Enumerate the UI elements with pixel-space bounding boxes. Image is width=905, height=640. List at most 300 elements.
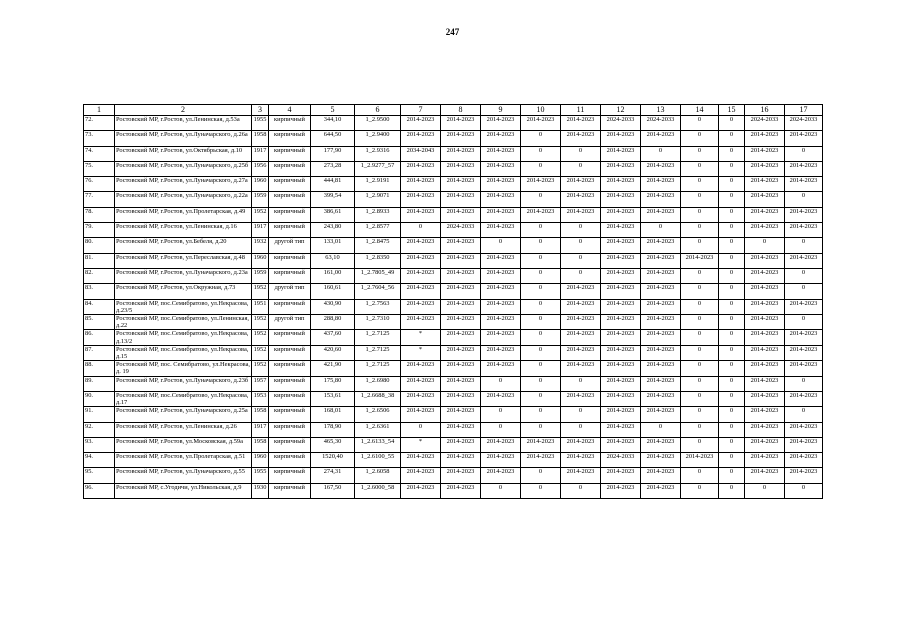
header-cell-16: 16 <box>745 105 785 116</box>
cell-c16: 2014-2023 <box>745 146 785 161</box>
cell-wall-material: кирпичный <box>269 483 311 498</box>
cell-wall-material: кирпичный <box>269 422 311 437</box>
cell-c13: 2014-2023 <box>641 253 681 268</box>
cell-c17: 2014-2023 <box>785 391 823 406</box>
cell-code: 1_2.7310 <box>355 314 401 329</box>
cell-code: 1_2.8475 <box>355 238 401 253</box>
cell-build-year: 1958 <box>252 131 269 146</box>
cell-row-number: 85. <box>84 314 115 329</box>
header-cell-3: 3 <box>252 105 269 116</box>
cell-c7: 2014-2023 <box>401 131 441 146</box>
cell-c10: 0 <box>521 391 561 406</box>
header-cell-10: 10 <box>521 105 561 116</box>
cell-c13: 0 <box>641 146 681 161</box>
cell-row-number: 88. <box>84 361 115 376</box>
cell-c10: 0 <box>521 376 561 391</box>
cell-code: 1_2.8350 <box>355 253 401 268</box>
cell-c17: 2014-2023 <box>785 468 823 483</box>
cell-c17: 0 <box>785 238 823 253</box>
cell-c8: 2014-2023 <box>441 268 481 283</box>
table-row <box>84 422 823 437</box>
cell-area: 243,80 <box>311 223 355 238</box>
cell-c12: 2014-2023 <box>601 407 641 422</box>
cell-c11: 2014-2023 <box>561 299 601 314</box>
cell-row-number: 92. <box>84 422 115 437</box>
cell-c13: 2014-2023 <box>641 192 681 207</box>
cell-c14: 0 <box>681 192 719 207</box>
table-row <box>84 330 823 345</box>
cell-c9: 2014-2023 <box>481 391 521 406</box>
cell-address: Ростовский МР, г.Ростов, ул.Бебеля, д.20 <box>115 238 252 253</box>
cell-c10: 0 <box>521 483 561 498</box>
cell-row-number: 80. <box>84 238 115 253</box>
cell-c13: 2014-2023 <box>641 330 681 345</box>
cell-area: 175,80 <box>311 376 355 391</box>
cell-build-year: 1960 <box>252 253 269 268</box>
cell-c17: 2014-2023 <box>785 161 823 176</box>
cell-c11: 0 <box>561 253 601 268</box>
cell-c7: 2034-2043 <box>401 146 441 161</box>
cell-c16: 2014-2023 <box>745 207 785 222</box>
cell-wall-material: другой тип <box>269 284 311 299</box>
cell-c12: 2014-2023 <box>601 483 641 498</box>
cell-c7: 2014-2023 <box>401 391 441 406</box>
cell-c14: 0 <box>681 376 719 391</box>
cell-c12: 2024-2033 <box>601 453 641 468</box>
cell-build-year: 1932 <box>252 238 269 253</box>
cell-c7: 0 <box>401 422 441 437</box>
cell-address: Ростовский МР, г.Ростов, ул.Московская, д.59а <box>115 437 252 452</box>
cell-build-year: 1955 <box>252 468 269 483</box>
cell-c17: 2014-2023 <box>785 422 823 437</box>
cell-c16: 2014-2023 <box>745 192 785 207</box>
cell-row-number: 94. <box>84 453 115 468</box>
cell-c9: 2014-2023 <box>481 268 521 283</box>
cell-c13: 0 <box>641 223 681 238</box>
cell-build-year: 1952 <box>252 361 269 376</box>
cell-c15: 0 <box>719 361 745 376</box>
cell-c7: 2014-2023 <box>401 268 441 283</box>
cell-c15: 0 <box>719 422 745 437</box>
cell-address: Ростовский МР, пос.Семибратово, ул.Некрасова, д.23/5 <box>115 299 252 314</box>
cell-c16: 2014-2023 <box>745 391 785 406</box>
table-row <box>84 468 823 483</box>
cell-c13: 0 <box>641 422 681 437</box>
cell-c11: 2014-2023 <box>561 453 601 468</box>
table-row <box>84 192 823 207</box>
cell-c11: 0 <box>561 407 601 422</box>
cell-c15: 0 <box>719 345 745 360</box>
cell-c7: 2014-2023 <box>401 207 441 222</box>
cell-wall-material: кирпичный <box>269 407 311 422</box>
cell-c11: 2014-2023 <box>561 207 601 222</box>
cell-c9: 2014-2023 <box>481 192 521 207</box>
cell-c9: 2014-2023 <box>481 161 521 176</box>
cell-c13: 2014-2023 <box>641 177 681 192</box>
cell-build-year: 1952 <box>252 314 269 329</box>
table-row <box>84 345 823 360</box>
cell-c8: 2014-2023 <box>441 177 481 192</box>
cell-c15: 0 <box>719 407 745 422</box>
cell-c10: 0 <box>521 284 561 299</box>
cell-c8: 2014-2023 <box>441 345 481 360</box>
cell-area: 168,01 <box>311 407 355 422</box>
cell-c11: 0 <box>561 422 601 437</box>
cell-c9: 0 <box>481 483 521 498</box>
cell-c10: 2014-2023 <box>521 453 561 468</box>
cell-row-number: 93. <box>84 437 115 452</box>
cell-c15: 0 <box>719 223 745 238</box>
header-cell-1: 1 <box>84 105 115 116</box>
cell-c7: 2014-2023 <box>401 453 441 468</box>
cell-c16: 2014-2023 <box>745 253 785 268</box>
header-cell-14: 14 <box>681 105 719 116</box>
cell-c13: 2014-2023 <box>641 376 681 391</box>
cell-c11: 0 <box>561 223 601 238</box>
cell-c7: 2014-2023 <box>401 407 441 422</box>
cell-c15: 0 <box>719 268 745 283</box>
table-row <box>84 177 823 192</box>
cell-c9: 2014-2023 <box>481 177 521 192</box>
cell-c17: 2014-2023 <box>785 223 823 238</box>
cell-c7: 2014-2023 <box>401 299 441 314</box>
header-cell-9: 9 <box>481 105 521 116</box>
cell-c14: 0 <box>681 116 719 131</box>
cell-c14: 0 <box>681 422 719 437</box>
cell-c17: 0 <box>785 483 823 498</box>
cell-c15: 0 <box>719 376 745 391</box>
cell-c7: 2014-2023 <box>401 192 441 207</box>
cell-c11: 0 <box>561 238 601 253</box>
cell-wall-material: кирпичный <box>269 268 311 283</box>
cell-code: 1_2.7805_49 <box>355 268 401 283</box>
cell-c7: 2014-2023 <box>401 376 441 391</box>
cell-c12: 2014-2023 <box>601 253 641 268</box>
table-row <box>84 238 823 253</box>
cell-c16: 2014-2023 <box>745 376 785 391</box>
cell-code: 1_2.9316 <box>355 146 401 161</box>
cell-build-year: 1917 <box>252 422 269 437</box>
cell-c10: 0 <box>521 407 561 422</box>
cell-c13: 2024-2033 <box>641 116 681 131</box>
cell-row-number: 72. <box>84 116 115 131</box>
cell-c15: 0 <box>719 238 745 253</box>
cell-c12: 2014-2023 <box>601 238 641 253</box>
cell-c8: 2014-2023 <box>441 437 481 452</box>
cell-code: 1_2.7125 <box>355 345 401 360</box>
cell-c13: 2014-2023 <box>641 238 681 253</box>
cell-c14: 0 <box>681 161 719 176</box>
cell-c14: 0 <box>681 268 719 283</box>
cell-c17: 2014-2023 <box>785 253 823 268</box>
cell-wall-material: кирпичный <box>269 391 311 406</box>
cell-code: 1_2.6000_58 <box>355 483 401 498</box>
cell-c10: 2014-2023 <box>521 437 561 452</box>
cell-c16: 2014-2023 <box>745 468 785 483</box>
cell-c16: 2014-2023 <box>745 361 785 376</box>
cell-wall-material: кирпичный <box>269 116 311 131</box>
cell-row-number: 73. <box>84 131 115 146</box>
cell-build-year: 1952 <box>252 345 269 360</box>
cell-build-year: 1955 <box>252 116 269 131</box>
cell-build-year: 1952 <box>252 284 269 299</box>
header-cell-5: 5 <box>311 105 355 116</box>
cell-c13: 2014-2023 <box>641 284 681 299</box>
cell-code: 1_2.6133_54 <box>355 437 401 452</box>
cell-area: 465,30 <box>311 437 355 452</box>
cell-area: 63,10 <box>311 253 355 268</box>
cell-c13: 2014-2023 <box>641 407 681 422</box>
cell-code: 1_2.6361 <box>355 422 401 437</box>
cell-c9: 0 <box>481 422 521 437</box>
cell-row-number: 91. <box>84 407 115 422</box>
cell-build-year: 1957 <box>252 376 269 391</box>
cell-area: 178,90 <box>311 422 355 437</box>
cell-c9: 2014-2023 <box>481 361 521 376</box>
cell-wall-material: кирпичный <box>269 468 311 483</box>
cell-c11: 2014-2023 <box>561 345 601 360</box>
cell-c8: 2014-2023 <box>441 422 481 437</box>
cell-c17: 2014-2023 <box>785 437 823 452</box>
cell-c14: 0 <box>681 299 719 314</box>
cell-c8: 2014-2023 <box>441 314 481 329</box>
cell-row-number: 75. <box>84 161 115 176</box>
cell-area: 399,54 <box>311 192 355 207</box>
cell-row-number: 84. <box>84 299 115 314</box>
cell-code: 1_2.6506 <box>355 407 401 422</box>
cell-build-year: 1958 <box>252 407 269 422</box>
cell-c14: 0 <box>681 437 719 452</box>
cell-c12: 2014-2023 <box>601 422 641 437</box>
cell-c13: 2014-2023 <box>641 299 681 314</box>
cell-c9: 2014-2023 <box>481 116 521 131</box>
cell-build-year: 1917 <box>252 146 269 161</box>
cell-address: Ростовский МР, г.Ростов, ул.Луначарского, д.27а <box>115 177 252 192</box>
cell-c15: 0 <box>719 192 745 207</box>
cell-c11: 2014-2023 <box>561 361 601 376</box>
page-number: 247 <box>445 27 460 37</box>
cell-address: Ростовский МР, г.Ростов, ул.Пролетарская, д.49 <box>115 207 252 222</box>
table-row <box>84 207 823 222</box>
table-row <box>84 284 823 299</box>
cell-c13: 2014-2023 <box>641 391 681 406</box>
cell-c12: 2014-2023 <box>601 330 641 345</box>
table-row <box>84 391 823 406</box>
cell-c7: 2014-2023 <box>401 238 441 253</box>
cell-c14: 0 <box>681 483 719 498</box>
cell-c13: 2014-2023 <box>641 361 681 376</box>
cell-address: Ростовский МР, г.Ростов, ул.Ленинская, д.26 <box>115 422 252 437</box>
cell-c13: 2014-2023 <box>641 345 681 360</box>
cell-address: Ростовский МР, г.Ростов, ул.Ленинская, д.16 <box>115 223 252 238</box>
cell-address: Ростовский МР, пос. Семибратово, ул.Некрасова, д. 19 <box>116 361 251 376</box>
cell-row-number: 90. <box>84 391 115 406</box>
cell-c13: 2014-2023 <box>641 453 681 468</box>
cell-c16: 0 <box>745 238 785 253</box>
cell-c10: 0 <box>521 468 561 483</box>
cell-c10: 0 <box>521 268 561 283</box>
cell-row-number: 95. <box>84 468 115 483</box>
cell-area: 161,00 <box>311 268 355 283</box>
cell-build-year: 1951 <box>252 299 269 314</box>
cell-wall-material: кирпичный <box>269 131 311 146</box>
cell-address: Ростовский МР, г.Ростов, ул.Пролетарская, д.51 <box>115 453 252 468</box>
cell-c12: 2014-2023 <box>601 161 641 176</box>
cell-build-year: 1956 <box>252 161 269 176</box>
table-row <box>84 116 823 131</box>
cell-code: 1_2.9071 <box>355 192 401 207</box>
cell-c12: 2014-2023 <box>601 391 641 406</box>
cell-c14: 2014-2023 <box>681 453 719 468</box>
cell-c16: 2014-2023 <box>745 299 785 314</box>
cell-address: Ростовский МР, г.Ростов, ул.Луначарского, д.25а <box>115 407 252 422</box>
cell-build-year: 1960 <box>252 453 269 468</box>
cell-c10: 0 <box>521 238 561 253</box>
cell-address: Ростовский МР, г.Ростов, ул.Луначарского, д.25б <box>115 161 252 176</box>
cell-wall-material: кирпичный <box>269 376 311 391</box>
cell-wall-material: кирпичный <box>269 299 311 314</box>
cell-wall-material: кирпичный <box>269 437 311 452</box>
cell-address: Ростовский МР, г.Ростов, ул.Ленинская, д.53а <box>115 116 252 131</box>
cell-c8: 2014-2023 <box>441 391 481 406</box>
cell-c17: 0 <box>785 314 823 329</box>
cell-c9: 2014-2023 <box>481 253 521 268</box>
cell-c14: 0 <box>681 207 719 222</box>
cell-c10: 0 <box>521 299 561 314</box>
cell-c13: 2014-2023 <box>641 314 681 329</box>
table-row <box>84 299 823 314</box>
cell-c7: 2014-2023 <box>401 314 441 329</box>
cell-c14: 0 <box>681 361 719 376</box>
cell-c11: 2014-2023 <box>561 437 601 452</box>
cell-c15: 0 <box>719 253 745 268</box>
cell-build-year: 1953 <box>252 391 269 406</box>
cell-code: 1_2.7604_56 <box>355 284 401 299</box>
cell-c8: 2014-2023 <box>441 284 481 299</box>
cell-c11: 2014-2023 <box>561 314 601 329</box>
cell-c9: 2014-2023 <box>481 345 521 360</box>
cell-c14: 0 <box>681 238 719 253</box>
cell-wall-material: кирпичный <box>269 223 311 238</box>
table-row <box>84 314 823 329</box>
cell-area: 177,90 <box>311 146 355 161</box>
cell-c8: 2024-2033 <box>441 223 481 238</box>
cell-c10: 0 <box>521 253 561 268</box>
cell-c13: 2014-2023 <box>641 437 681 452</box>
table-row <box>84 131 823 146</box>
cell-c8: 2014-2023 <box>441 483 481 498</box>
cell-c12: 2014-2023 <box>601 192 641 207</box>
cell-c17: 0 <box>785 376 823 391</box>
cell-area: 288,80 <box>311 314 355 329</box>
cell-c17: 0 <box>785 146 823 161</box>
cell-address: Ростовский МР, г.Ростов, ул.Луначарского, д.55 <box>115 468 252 483</box>
cell-c10: 0 <box>521 161 561 176</box>
cell-c9: 0 <box>481 407 521 422</box>
cell-c10: 2014-2023 <box>521 207 561 222</box>
cell-row-number: 78. <box>84 207 115 222</box>
cell-c14: 0 <box>681 223 719 238</box>
cell-c9: 0 <box>481 238 521 253</box>
cell-c7: 2014-2023 <box>401 284 441 299</box>
cell-c14: 0 <box>681 330 719 345</box>
cell-c8: 2014-2023 <box>441 453 481 468</box>
cell-c16: 2014-2023 <box>745 284 785 299</box>
cell-c9: 2014-2023 <box>481 468 521 483</box>
table-row <box>84 437 823 452</box>
cell-c17: 2024-2033 <box>785 116 823 131</box>
cell-code: 1_2.7125 <box>355 361 401 376</box>
cell-c10: 0 <box>521 330 561 345</box>
cell-c14: 0 <box>681 314 719 329</box>
cell-c14: 0 <box>681 468 719 483</box>
cell-area: 386,61 <box>311 207 355 222</box>
table-header-row <box>84 105 823 116</box>
cell-wall-material: другой тип <box>269 238 311 253</box>
cell-c14: 0 <box>681 131 719 146</box>
cell-code: 1_2.6100_55 <box>355 453 401 468</box>
cell-row-number: 87. <box>84 345 115 360</box>
cell-area: 160,61 <box>311 284 355 299</box>
cell-wall-material: кирпичный <box>269 177 311 192</box>
cell-code: 1_2.9500 <box>355 116 401 131</box>
cell-c16: 2014-2023 <box>745 345 785 360</box>
cell-wall-material: кирпичный <box>269 453 311 468</box>
cell-c16: 2014-2023 <box>745 453 785 468</box>
cell-code: 1_2.6980 <box>355 376 401 391</box>
cell-address: Ростовский МР, г.Ростов, ул.Луначарского, д.23а <box>115 268 252 283</box>
cell-c7: 0 <box>401 223 441 238</box>
cell-wall-material: кирпичный <box>269 161 311 176</box>
cell-c7: 2014-2023 <box>401 116 441 131</box>
cell-c12: 2014-2023 <box>601 468 641 483</box>
cell-c7: 2014-2023 <box>401 177 441 192</box>
cell-c16: 2014-2023 <box>745 437 785 452</box>
cell-c9: 2014-2023 <box>481 299 521 314</box>
cell-wall-material: другой тип <box>269 314 311 329</box>
cell-address: Ростовский МР, пос.Семибратово, ул.Некрасова, д.17 <box>115 391 252 406</box>
cell-c17: 0 <box>785 192 823 207</box>
cell-c11: 0 <box>561 146 601 161</box>
cell-c14: 0 <box>681 177 719 192</box>
cell-c9: 2014-2023 <box>481 314 521 329</box>
cell-c16: 0 <box>745 483 785 498</box>
cell-c9: 2014-2023 <box>481 131 521 146</box>
cell-address: Ростовский МР, с.Угодичи, ул.Никольская, д.9 <box>115 483 252 498</box>
cell-area: 273,28 <box>311 161 355 176</box>
cell-code: 1_2.7125 <box>355 330 401 345</box>
cell-c16: 2014-2023 <box>745 314 785 329</box>
cell-c8: 2014-2023 <box>441 299 481 314</box>
cell-c17: 2014-2023 <box>785 177 823 192</box>
table-row <box>84 361 823 376</box>
cell-c11: 0 <box>561 161 601 176</box>
header-cell-13: 13 <box>641 105 681 116</box>
cell-c17: 2014-2023 <box>785 299 823 314</box>
cell-c15: 0 <box>719 483 745 498</box>
cell-c9: 2014-2023 <box>481 453 521 468</box>
table-row <box>84 146 823 161</box>
cell-area: 153,61 <box>311 391 355 406</box>
cell-c13: 2014-2023 <box>641 131 681 146</box>
cell-c15: 0 <box>719 116 745 131</box>
cell-c9: 2014-2023 <box>481 207 521 222</box>
cell-wall-material: кирпичный <box>269 192 311 207</box>
cell-c8: 2014-2023 <box>441 238 481 253</box>
header-cell-15: 15 <box>719 105 745 116</box>
cell-area: 437,60 <box>311 330 355 345</box>
cell-c17: 2014-2023 <box>785 131 823 146</box>
